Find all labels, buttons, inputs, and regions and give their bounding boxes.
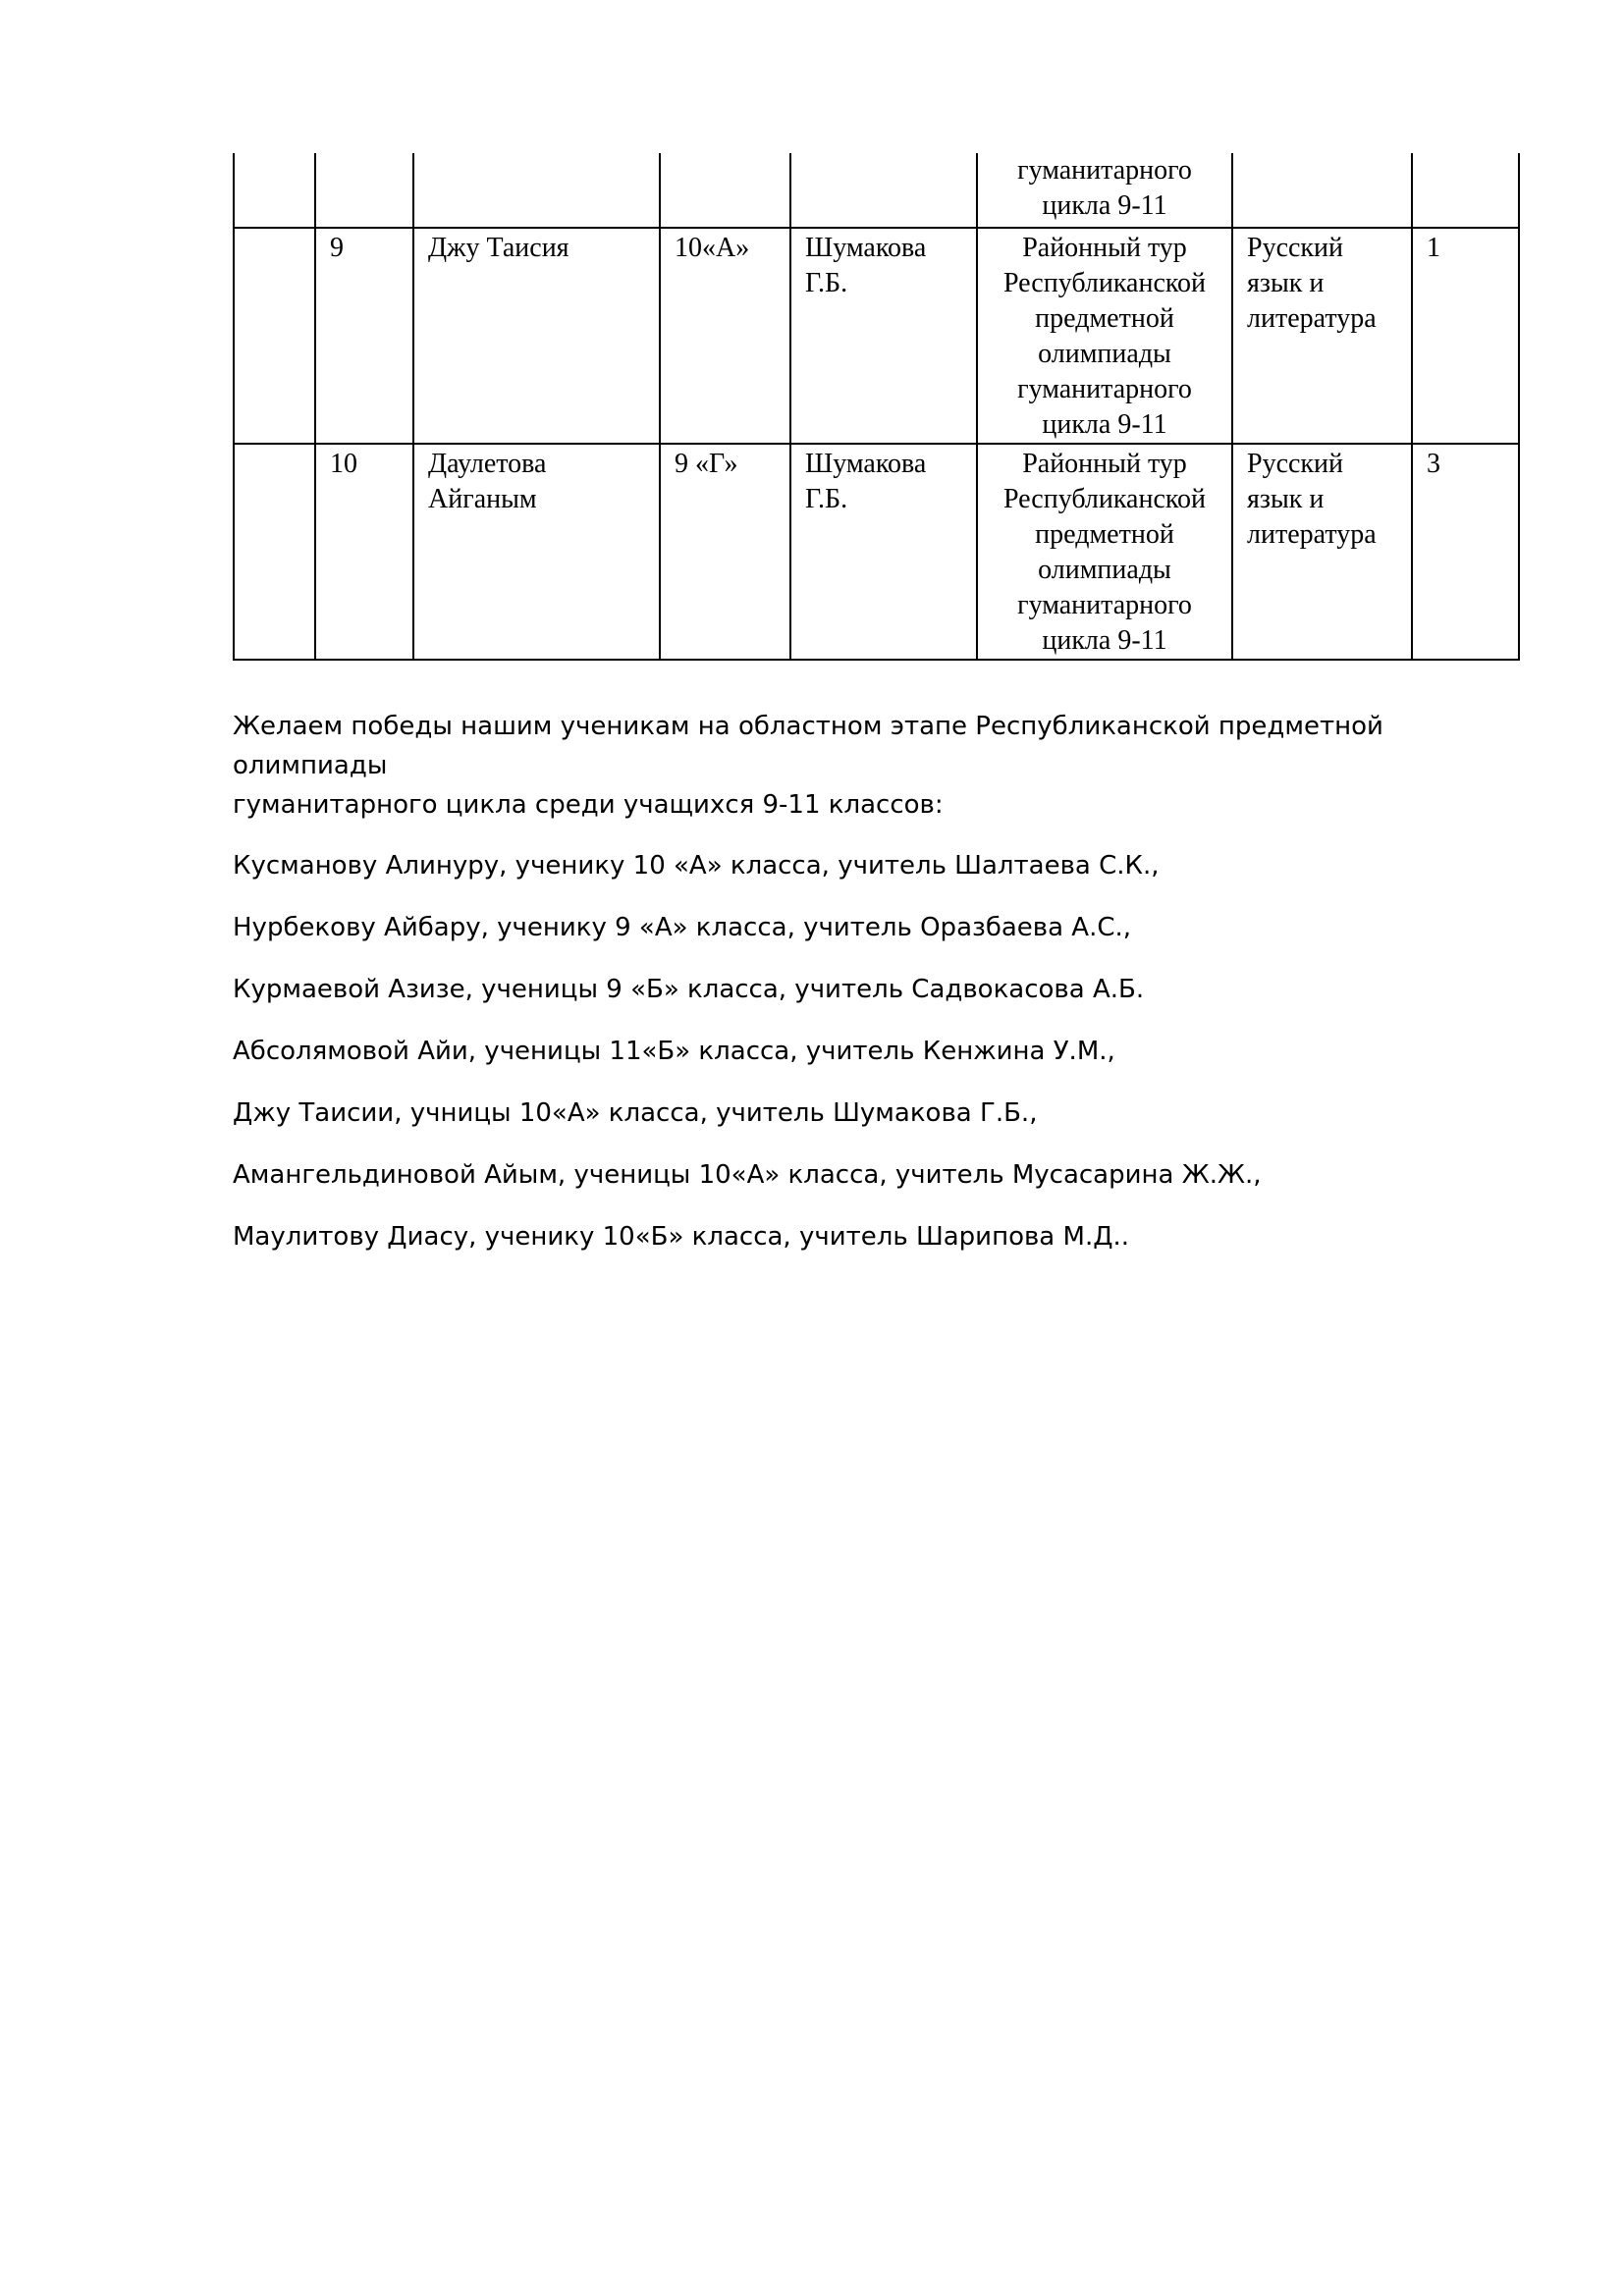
cell-empty — [234, 228, 315, 444]
name-line: Джу Таисия — [428, 233, 569, 263]
table-row — [234, 228, 1519, 444]
cell-event — [977, 153, 1232, 228]
cell-empty — [234, 444, 315, 660]
subject-line: литература — [1247, 303, 1377, 334]
student-entry: Нурбекову Айбару, ученику 9 «А» класса, учитель Оразбаева А.С., — [233, 913, 1132, 942]
subject-line: литература — [1247, 519, 1377, 550]
cell-teacher — [790, 444, 977, 660]
cell-class: 10«А» — [660, 228, 790, 444]
cell-place: 1 — [1412, 228, 1519, 444]
cell-empty — [234, 153, 315, 228]
event-line: Республиканской — [1002, 484, 1207, 514]
subject-line: язык и — [1247, 484, 1325, 514]
teacher-line: Г.Б. — [805, 484, 848, 514]
cell-event — [977, 228, 1232, 444]
table-row — [234, 444, 1519, 660]
cell-name — [413, 153, 660, 228]
subject-line: Русский — [1247, 449, 1343, 479]
name-line: Айганым — [428, 484, 537, 514]
student-entry: Курмаевой Азизе, ученицы 9 «Б» класса, учитель Садвокасова А.Б. — [233, 975, 1145, 1004]
event-line: Районный тур — [1022, 449, 1187, 479]
results-table — [233, 153, 1520, 661]
cell-subject — [1232, 153, 1412, 228]
event-line: олимпиады — [1038, 555, 1171, 585]
event-line: Районный тур — [1022, 233, 1187, 263]
cell-num: 10 — [315, 444, 413, 660]
cell-place — [1412, 153, 1519, 228]
wishes-section — [233, 707, 1529, 1279]
cell-place: 3 — [1412, 444, 1519, 660]
event-line: гуманитарного — [1017, 374, 1192, 404]
cell-class — [660, 153, 790, 228]
teacher-line: Г.Б. — [805, 268, 848, 298]
teacher-line: Шумакова — [805, 449, 927, 479]
event-line: гуманитарного — [1017, 155, 1192, 186]
cell-num — [315, 153, 413, 228]
cell-num: 9 — [315, 228, 413, 444]
student-entry: Амангельдиновой Айым, ученицы 10«А» класса, учитель Мусасарина Ж.Ж., — [233, 1160, 1262, 1190]
event-line: предметной — [1035, 519, 1174, 550]
event-line: предметной — [1035, 303, 1174, 334]
cell-name — [413, 228, 660, 444]
cell-subject — [1232, 444, 1412, 660]
intro-line: гуманитарного цикла среди учащихся 9-11 классов: — [233, 790, 944, 820]
student-entry: Абсолямовой Айи, ученицы 11«Б» класса, учитель Кенжина У.М., — [233, 1037, 1115, 1066]
event-line: цикла 9-11 — [1042, 409, 1167, 440]
subject-line: Русский — [1247, 233, 1343, 263]
event-line: цикла 9-11 — [1042, 625, 1167, 656]
student-entry: Джу Таисии, учницы 10«А» класса, учитель Шумакова Г.Б., — [233, 1098, 1038, 1128]
cell-teacher — [790, 153, 977, 228]
cell-name — [413, 444, 660, 660]
cell-event — [977, 444, 1232, 660]
table-row-continued — [234, 153, 1519, 228]
subject-line: язык и — [1247, 268, 1325, 298]
event-line: цикла 9-11 — [1042, 190, 1167, 221]
cell-class: 9 «Г» — [660, 444, 790, 660]
event-line: олимпиады — [1038, 339, 1171, 369]
intro-line: Желаем победы нашим ученикам на областном этапе Республиканской предметной олимпиады — [233, 712, 1383, 780]
student-entry: Кусманову Алинуру, ученику 10 «А» класса, учитель Шалтаева С.К., — [233, 851, 1160, 881]
cell-subject — [1232, 228, 1412, 444]
cell-teacher — [790, 228, 977, 444]
event-line: гуманитарного — [1017, 590, 1192, 620]
event-line: Республиканской — [1002, 268, 1207, 298]
wishes-intro — [233, 707, 1529, 825]
teacher-line: Шумакова — [805, 233, 927, 263]
name-line: Даулетова — [428, 449, 547, 479]
student-entry: Маулитову Диасу, ученику 10«Б» класса, учитель Шарипова М.Д.. — [233, 1222, 1130, 1252]
